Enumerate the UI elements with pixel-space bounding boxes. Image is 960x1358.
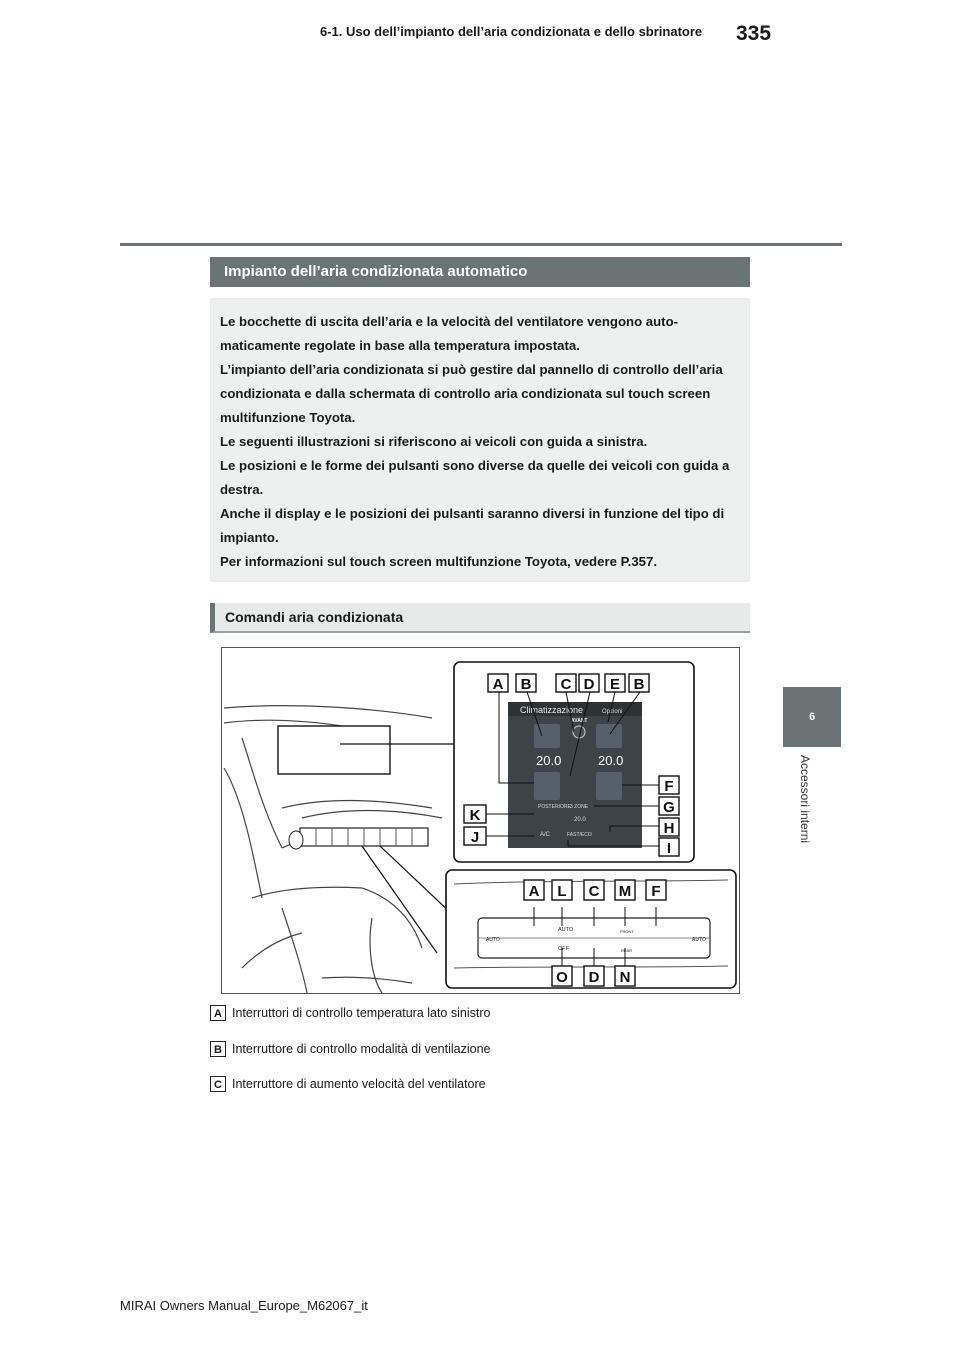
leader-line: [362, 846, 437, 953]
screen-fast: FAST/ECO: [567, 832, 592, 838]
panel-auto-left: AUTO: [486, 937, 500, 943]
svg-text:B: B: [633, 676, 645, 693]
panel-rear: REAR: [621, 948, 633, 953]
panel-auto: AUTO: [558, 927, 574, 933]
svg-text:D: D: [583, 676, 595, 693]
label-g: [659, 797, 679, 816]
center-display-outline: [278, 726, 390, 774]
callout-text: Interruttori di controllo temperatura lato sinistro: [232, 1006, 491, 1020]
vent-knob: [289, 831, 303, 849]
temp-right: 20.0: [598, 753, 624, 768]
svg-text:C: C: [588, 883, 600, 900]
intro-box: [210, 298, 750, 582]
label-c: [556, 674, 576, 693]
svg-text:K: K: [469, 807, 481, 824]
intro-paragraph: L’impianto dell’aria condizionata si può gestire dal pannello di controllo dell’aria condizionata e dalla schermata di controllo aria condizionata sul touch screen multifunzione Toyota.: [220, 362, 723, 425]
screen-avant: AVANT: [571, 718, 588, 724]
svg-text:H: H: [663, 820, 675, 837]
intro-paragraph: Le bocchette di uscita dell’aria e la velocità del ventilatore vengono auto-maticamente regolate in base alla temperatura impostata.: [220, 314, 679, 353]
label-c-panel: [584, 880, 604, 900]
svg-text:I: I: [666, 840, 672, 857]
temp-left-buttons: [534, 772, 560, 800]
svg-text:N: N: [619, 969, 631, 986]
label-h: [659, 818, 679, 837]
label-i: [659, 838, 679, 857]
screen-options: Opzioni: [602, 709, 623, 715]
intro-paragraph: Per informazioni sul touch screen multifunzione Toyota, vedere P.357.: [220, 554, 658, 569]
label-a: [488, 674, 508, 693]
svg-text:A: A: [492, 676, 504, 693]
callout-letter: B: [210, 1041, 226, 1057]
callout-text: Interruttore di controllo modalità di ventilazione: [232, 1042, 491, 1056]
screen-zone: 3 ZONE: [570, 804, 589, 810]
subsection-heading: Comandi aria condizionata: [210, 603, 750, 633]
panel-auto-right: AUTO: [692, 937, 706, 943]
label-n: [615, 966, 635, 986]
screen-title: Climatizzazione: [520, 705, 584, 715]
svg-text:E: E: [609, 676, 621, 693]
callout-letter: C: [210, 1076, 226, 1092]
label-b: [516, 674, 536, 693]
temp-right-buttons: [596, 772, 622, 800]
svg-text:O: O: [556, 969, 568, 986]
section-header: 6-1. Uso dell’impianto dell’aria condizionata e dello sbrinatore: [320, 24, 703, 39]
mode-button-right: [596, 724, 622, 748]
svg-text:M: M: [618, 883, 632, 900]
svg-text:B: B: [520, 676, 532, 693]
section-heading: Impianto dell’aria condizionata automatico: [210, 257, 750, 287]
chapter-tab: 6: [783, 687, 841, 747]
page-number: 335: [736, 22, 772, 45]
panel-front: FRONT: [620, 929, 634, 934]
svg-text:G: G: [663, 799, 675, 816]
svg-text:J: J: [470, 829, 480, 846]
intro-paragraph: Le seguenti illustrazioni si riferiscono ai veicoli con guida a sinistra.: [220, 434, 648, 449]
svg-text:C: C: [560, 676, 572, 693]
intro-paragraph: Le posizioni e le forme dei pulsanti sono diverse da quelle dei veicoli con guida a destra.: [220, 458, 730, 497]
temp-left: 20.0: [536, 753, 562, 768]
screen-ac: A/C: [540, 832, 551, 838]
callout-item: [210, 1005, 750, 1025]
dashboard-illustration: [222, 648, 739, 993]
leader-line: [380, 846, 454, 916]
svg-text:F: F: [664, 778, 674, 795]
callout-text: Interruttore di aumento velocità del ventilatore: [232, 1077, 486, 1091]
label-l: [552, 880, 572, 900]
temp-rear: 20.0: [574, 817, 586, 823]
label-f: [659, 776, 679, 795]
intro-paragraph: Anche il display e le posizioni dei pulsanti saranno diversi in funzione del tipo di impianto.: [220, 506, 725, 545]
svg-text:F: F: [651, 883, 661, 900]
label-d-panel: [584, 966, 604, 986]
label-m: [615, 880, 635, 900]
label-b2: [629, 674, 649, 693]
label-a-panel: [524, 880, 544, 900]
ac-controls-figure: [221, 647, 740, 994]
svg-text:L: L: [557, 883, 567, 900]
svg-text:A: A: [528, 883, 540, 900]
footer: MIRAI Owners Manual_Europe_M62067_it: [120, 1298, 368, 1313]
callout-letter: A: [210, 1005, 226, 1021]
svg-text:D: D: [588, 969, 600, 986]
callout-item: [210, 1076, 750, 1096]
label-f-panel: [646, 880, 666, 900]
mode-button-left: [534, 724, 560, 748]
label-e: [605, 674, 625, 693]
panel-off: OFF: [558, 946, 569, 952]
label-o: [552, 966, 572, 986]
chapter-label: Accessori interni: [798, 755, 812, 844]
callout-item: [210, 1041, 750, 1061]
label-k: [464, 805, 486, 824]
label-j: [464, 827, 486, 846]
label-d: [579, 674, 599, 693]
header-rule: [120, 243, 842, 246]
screen-rear: POSTERIORE: [538, 804, 571, 810]
